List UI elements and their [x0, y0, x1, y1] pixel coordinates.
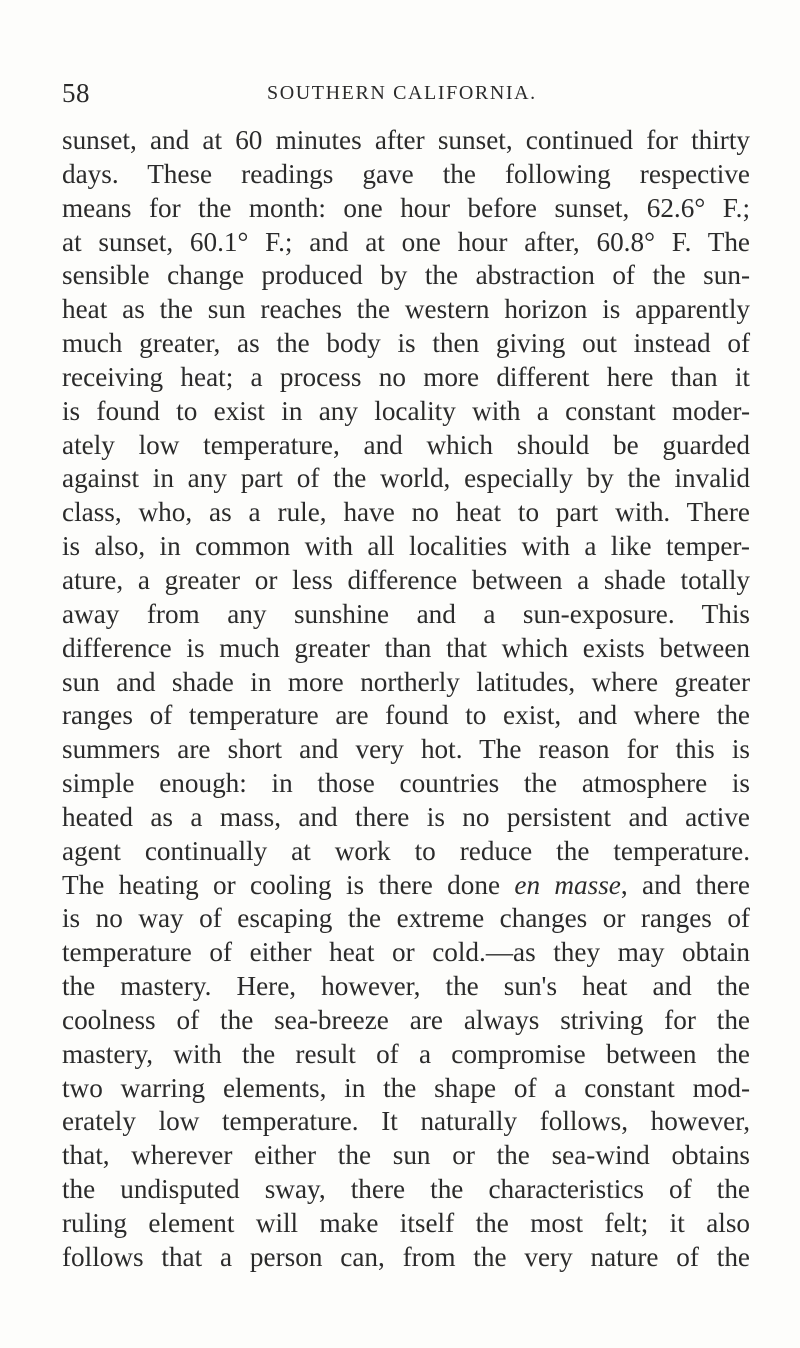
text-line: days. These readings gave the following respective — [62, 158, 750, 189]
text-line: means for the month: one hour before sunset, 62.6° F.; — [62, 192, 750, 223]
text-line: that, wherever either the sun or the sea-wind obtains — [62, 1140, 750, 1171]
text-line: erately low temperature. It naturally follows, however, — [62, 1106, 750, 1137]
text-line: sun and shade in more northerly latitudes, where greater — [62, 666, 750, 697]
page-header — [62, 78, 752, 110]
text-line: ature, a greater or less difference between a shade totally — [62, 564, 750, 595]
text-segment: , and there — [620, 869, 750, 900]
text-line: summers are short and very hot. The reason for this is — [62, 734, 750, 765]
text-line: ately low temperature, and which should be guarded — [62, 429, 750, 460]
text-line: away from any sunshine and a sun-exposure. This — [62, 598, 750, 629]
text-line: mastery, with the result of a compromise between the — [62, 1038, 750, 1069]
text-line: the mastery. Here, however, the sun's heat and the — [62, 971, 750, 1002]
text-line: agent continually at work to reduce the temperature. — [62, 835, 750, 866]
text-line: difference is much greater than that which exists between — [62, 632, 750, 663]
running-head: SOUTHERN CALIFORNIA. — [267, 82, 537, 104]
text-line: heat as the sun reaches the western horizon is apparently — [62, 294, 750, 325]
text-line: against in any part of the world, especially by the invalid — [62, 463, 750, 494]
text-line: is also, in common with all localities with a like temper- — [62, 531, 750, 562]
text-line: temperature of either heat or cold.—as they may obtain — [62, 937, 750, 968]
text-line: the undisputed sway, there the characteristics of the — [62, 1174, 750, 1205]
text-line: coolness of the sea-breeze are always striving for the — [62, 1004, 750, 1035]
text-line: simple enough: in those countries the atmosphere is — [62, 768, 750, 799]
text-line: sensible change produced by the abstraction of the sun- — [62, 260, 750, 291]
body-text — [62, 124, 750, 1275]
text-line: ranges of temperature are found to exist, and where the — [62, 700, 750, 731]
text-line: ruling element will make itself the most felt; it also — [62, 1208, 750, 1238]
text-line-with-italic — [62, 869, 750, 903]
text-line: heated as a mass, and there is no persistent and active — [62, 801, 750, 832]
text-line: two warring elements, in the shape of a constant mod- — [62, 1072, 750, 1103]
page-number: 58 — [62, 78, 90, 108]
italic-phrase: en masse — [514, 869, 621, 900]
text-segment: The heating or cooling is there done — [62, 869, 515, 900]
text-line: at sunset, 60.1° F.; and at one hour after, 60.8° F. The — [62, 226, 750, 257]
text-line: class, who, as a rule, have no heat to part with. There — [62, 497, 750, 528]
text-line: follows that a person can, from the very nature of the — [62, 1241, 750, 1272]
text-line: is no way of escaping the extreme changes or ranges of — [62, 903, 750, 934]
text-line: receiving heat; a process no more different here than it — [62, 361, 750, 392]
text-line: sunset, and at 60 minutes after sunset, continued for thirty — [62, 125, 750, 155]
text-line: is found to exist in any locality with a constant moder- — [62, 395, 750, 426]
text-line: much greater, as the body is then giving out instead of — [62, 328, 750, 359]
